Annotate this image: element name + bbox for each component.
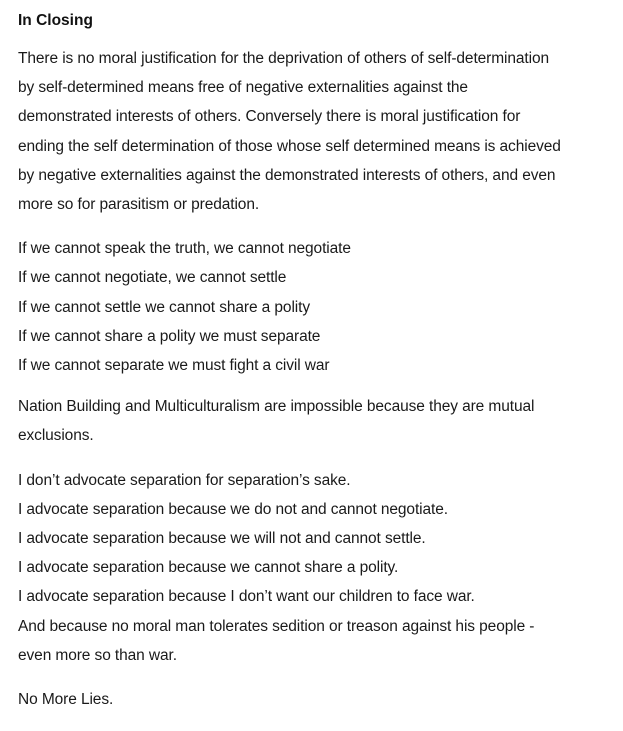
text-line: exclusions. <box>18 427 94 445</box>
closing-statement <box>18 685 605 714</box>
list-item: And because no moral man tolerates sedition or treason against his people - <box>18 617 535 635</box>
list-item: If we cannot separate we must fight a civil war <box>18 357 330 375</box>
list-item: I advocate separation because we do not and cannot negotiate. <box>18 500 448 518</box>
paragraph-moral-justification <box>18 44 605 219</box>
list-item: I don’t advocate separation for separation’s sake. <box>18 471 351 489</box>
list-item: I advocate separation because I don’t want our children to face war. <box>18 588 475 606</box>
text-line: more so for parasitism or predation. <box>18 196 260 214</box>
conditional-list <box>18 234 605 380</box>
text-line: Nation Building and Multiculturalism are impossible because they are mutual <box>18 398 535 416</box>
text-line: ending the self determination of those whose self determined means is achieved <box>18 137 561 155</box>
text-line: by self-determined means free of negative externalities against the <box>18 79 468 97</box>
text-line: No More Lies. <box>18 691 114 709</box>
text-line: by negative externalities against the demonstrated interests of others, and even <box>18 166 556 184</box>
paragraph-nation-building <box>18 392 605 450</box>
list-item: If we cannot share a polity we must separate <box>18 327 321 345</box>
list-item: I advocate separation because we cannot share a polity. <box>18 559 399 577</box>
advocate-list <box>18 466 605 670</box>
list-item: If we cannot negotiate, we cannot settle <box>18 269 287 287</box>
list-item: If we cannot speak the truth, we cannot negotiate <box>18 240 351 258</box>
list-item: I advocate separation because we will not and cannot settle. <box>18 530 426 548</box>
list-item: even more so than war. <box>18 646 177 664</box>
section-heading: In Closing <box>18 12 93 29</box>
list-item: If we cannot settle we cannot share a polity <box>18 298 310 316</box>
text-line: demonstrated interests of others. Conversely there is moral justification for <box>18 108 521 126</box>
text-line: There is no moral justification for the deprivation of others of self-determination <box>18 50 550 67</box>
